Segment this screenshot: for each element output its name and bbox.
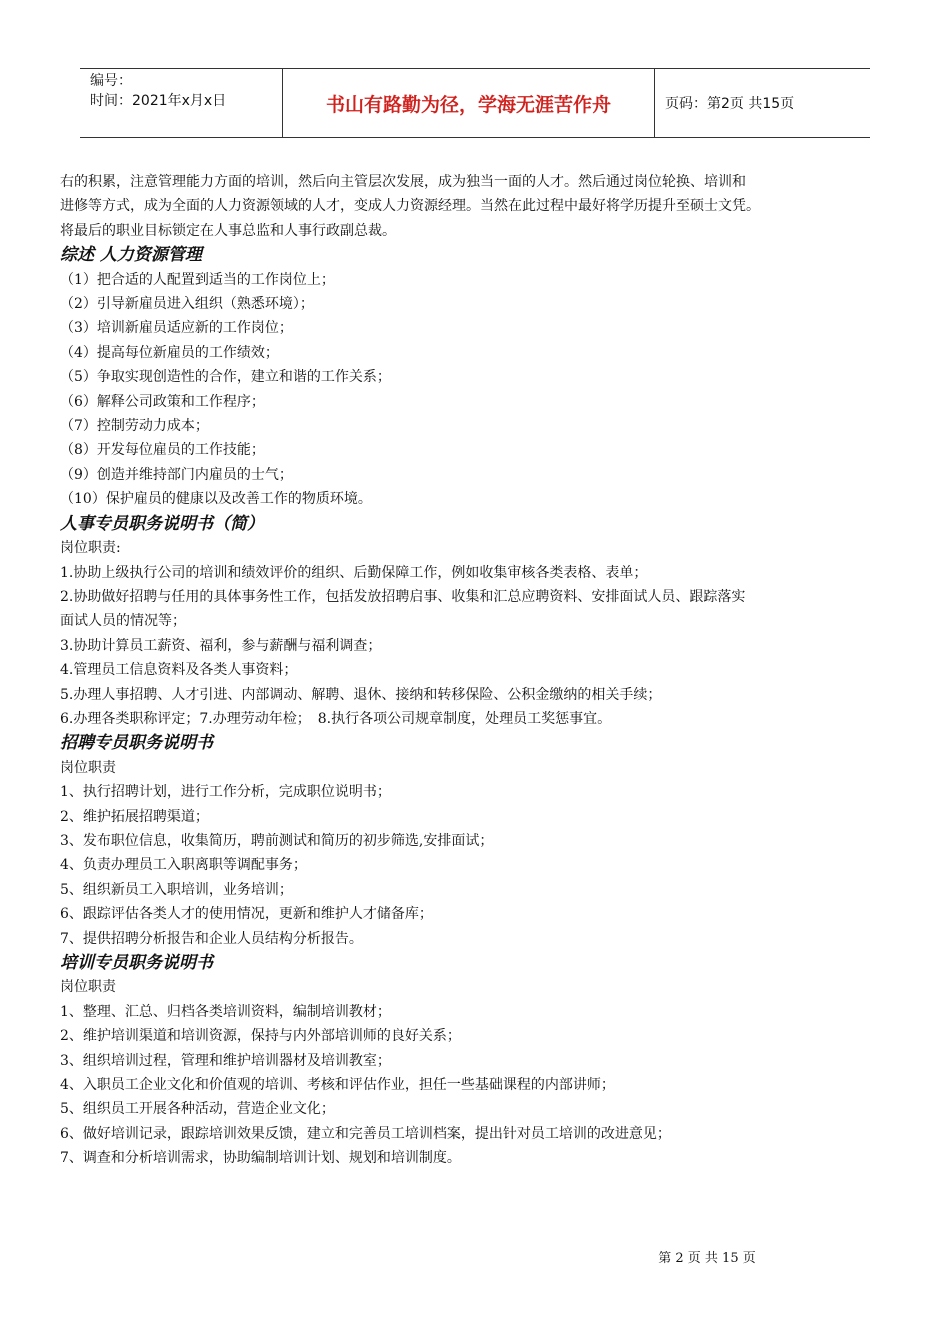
list-item: 6.办理各类职称评定；7.办理劳动年检； 8.执行各项公司规章制度，处理员工奖惩事宜。	[60, 710, 612, 727]
list-item: （3）培训新雇员适应新的工作岗位；	[60, 320, 293, 337]
section-heading: 综述 人力资源管理	[60, 245, 202, 266]
section-training-specialist	[60, 951, 892, 1171]
list-item: 3.协助计算员工薪资、福利，参与薪酬与福利调查；	[60, 637, 382, 654]
section-hr-overview	[60, 243, 892, 511]
section-heading: 培训专员职务说明书	[60, 953, 213, 973]
list-item: （8）开发每位雇员的工作技能；	[60, 442, 265, 459]
list-item: 1.协助上级执行公司的培训和绩效评价的组织、后勤保障工作，例如收集审核各类表格、表单；	[60, 564, 648, 581]
footer-page-number: 第 2 页 共 15 页	[658, 1251, 756, 1266]
page-footer	[0, 1247, 950, 1266]
list-item: （9）创造并维持部门内雇员的士气；	[60, 466, 293, 483]
list-item: （5）争取实现创造性的合作，建立和谐的工作关系；	[60, 369, 391, 386]
list-item: 7、提供招聘分析报告和企业人员结构分析报告。	[60, 930, 363, 947]
page-header	[80, 68, 870, 138]
section-heading: 招聘专员职务说明书	[60, 733, 213, 754]
list-item: 3、组织培训过程，管理和维护培训器材及培训教室；	[60, 1052, 391, 1069]
list-item: （6）解释公司政策和工作程序；	[60, 393, 265, 410]
list-item: 3、发布职位信息，收集简历，聘前测试和简历的初步筛选,安排面试；	[60, 832, 494, 849]
list-item: 5、组织新员工入职培训，业务培训；	[60, 881, 293, 898]
list-item: （10）保护雇员的健康以及改善工作的物质环境。	[60, 491, 372, 508]
section-subtitle: 岗位职责	[60, 979, 116, 996]
intro-line: 右的积累，注意管理能力方面的培训，然后向主管层次发展，成为独当一面的人才。然后通过岗位轮换、培训和	[60, 174, 746, 190]
list-item: 1、执行招聘计划，进行工作分析，完成职位说明书；	[60, 784, 391, 801]
document-body	[60, 170, 892, 1171]
list-item: （2）引导新雇员进入组织（熟悉环境）；	[60, 296, 314, 313]
list-item: （7）控制劳动力成本；	[60, 418, 209, 435]
list-item: 5、组织员工开展各种活动，营造企业文化；	[60, 1101, 335, 1118]
document-date: 时间：2021年x月x日	[90, 93, 227, 109]
intro-line: 将最后的职业目标锁定在人事总监和人事行政副总裁。	[60, 222, 396, 239]
list-item: 2、维护培训渠道和培训资源，保持与内外部培训师的良好关系；	[60, 1028, 461, 1045]
list-item: （4）提高每位新雇员的工作绩效；	[60, 344, 279, 361]
list-item: 4、负责办理员工入职离职等调配事务；	[60, 857, 307, 874]
section-subtitle: 岗位职责:	[60, 540, 121, 557]
list-item: （1）把合适的人配置到适当的工作岗位上；	[60, 271, 335, 288]
list-item: 5.办理人事招聘、人才引进、内部调动、解聘、退休、接纳和转移保险、公积金缴纳的相关手续；	[60, 686, 662, 703]
list-item: 面试人员的情况等；	[60, 613, 186, 630]
section-heading: 人事专员职务说明书（简）	[60, 513, 264, 534]
list-item: 2.协助做好招聘与任用的具体事务性工作，包括发放招聘启事、收集和汇总应聘资料、安排面试人员、跟踪落实	[60, 588, 746, 605]
list-item: 6、做好培训记录，跟踪培训效果反馈，建立和完善员工培训档案，提出针对员工培训的改进意见；	[60, 1125, 671, 1142]
list-item: 6、跟踪评估各类人才的使用情况，更新和维护人才储备库；	[60, 906, 433, 923]
list-item: 4.管理员工信息资料及各类人事资料；	[60, 662, 298, 679]
section-hr-specialist	[60, 512, 892, 732]
header-meta	[80, 69, 283, 137]
intro-paragraph	[60, 170, 892, 243]
intro-line: 进修等方式，成为全面的人力资源领域的人才，变成人力资源经理。当然在此过程中最好将学历提升至硕士文凭。	[60, 198, 760, 215]
section-recruitment-specialist	[60, 731, 892, 951]
document-number-label: 编号：	[90, 73, 132, 89]
header-motto: 书山有路勤为径，学海无涯苦作舟	[283, 69, 655, 137]
section-subtitle: 岗位职责	[60, 759, 116, 776]
list-item: 7、调查和分析培训需求，协助编制培训计划、规划和培训制度。	[60, 1150, 461, 1167]
list-item: 2、维护拓展招聘渠道；	[60, 808, 209, 825]
list-item: 1、整理、汇总、归档各类培训资料，编制培训教材；	[60, 1003, 391, 1020]
header-page-info: 页码：第2页 共15页	[665, 96, 795, 112]
list-item: 4、入职员工企业文化和价值观的培训、考核和评估作业，担任一些基础课程的内部讲师；	[60, 1077, 615, 1094]
